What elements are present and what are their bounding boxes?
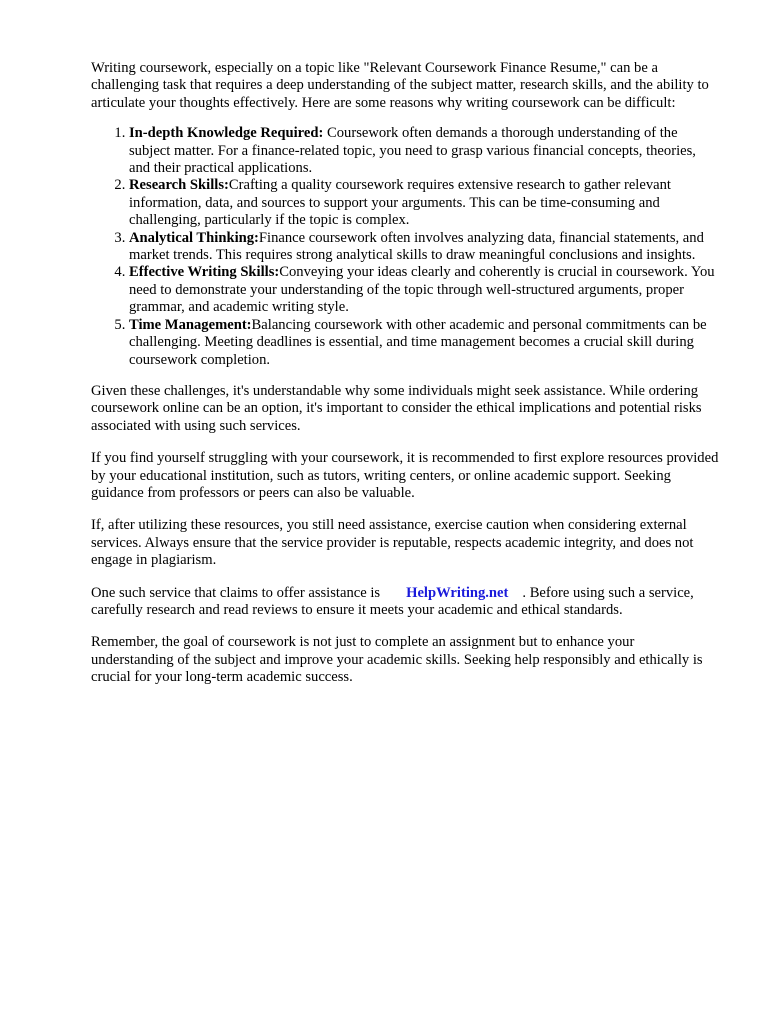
list-item-term: Time Management: [129,316,252,333]
resources-paragraph: If you find yourself struggling with your coursework, it is recommended to first explore resources provided by your educational institution, such as tutors, writing centers, or online academic support. Seeking guidance from professors or peers can also be valuable. [91,450,719,501]
list-item [129,264,719,316]
list-item [129,230,719,265]
service-text-after: . Before using such a service, carefully research and read reviews to ensure it meets your academic and ethical standards. [91,584,694,618]
service-text-before: One such service that claims to offer assistance is [91,584,381,601]
document-page [91,60,719,702]
list-item-text: Conveying your ideas clearly and coherently is crucial in coursework. You need to demonstrate your understanding of the topic through well-structured arguments, proper grammar, and academic writing style. [129,264,715,316]
helpwriting-link[interactable]: HelpWriting.net [406,584,509,601]
list-item-text: Finance coursework often involves analyzing data, financial statements, and market trends. This requires strong analytical skills to draw meaningful conclusions and insights. [129,229,704,264]
list-item-term: Analytical Thinking: [129,229,259,246]
list-item-text: Coursework often demands a thorough understanding of the subject matter. For a finance-related topic, you need to grasp various financial concepts, theories, and their practical applications. [129,125,696,177]
list-item [129,177,719,229]
conclusion-paragraph: Remember, the goal of coursework is not just to complete an assignment but to enhance your understanding of the subject and improve your academic skills. Seeking help responsibly and ethically is crucial for your long-term academic success. [91,634,703,686]
list-item [129,317,719,369]
list-item-text: Crafting a quality coursework requires extensive research to gather relevant information, data, and sources to support your arguments. This can be time-consuming and challenging, particularly if the topic is complex. [129,177,671,229]
service-paragraph [91,585,719,620]
list-item-term: In-depth Knowledge Required: [129,125,324,142]
list-item-term: Effective Writing Skills: [129,264,280,281]
reasons-list [91,125,719,369]
challenges-paragraph: Given these challenges, it's understandable why some individuals might seek assistance. While ordering coursework online can be an option, it's important to consider the ethical implications and potential risks associated with using such services. [91,382,702,434]
list-item-text: Balancing coursework with other academic and personal commitments can be challenging. Meeting deadlines is essential, and time management becomes a crucial skill during coursework completion. [129,316,707,368]
intro-paragraph: Writing coursework, especially on a topic like "Relevant Coursework Finance Resume," can be a challenging task that requires a deep understanding of the subject matter, research skills, and the ability to articulate your thoughts effectively. Here are some reasons why writing coursework can be difficult: [91,60,709,111]
list-item-term: Research Skills: [129,177,229,194]
caution-paragraph: If, after utilizing these resources, you still need assistance, exercise caution when considering external services. Always ensure that the service provider is reputable, respects academic integrity, and does not engage in plagiarism. [91,517,694,569]
list-item [129,125,719,177]
